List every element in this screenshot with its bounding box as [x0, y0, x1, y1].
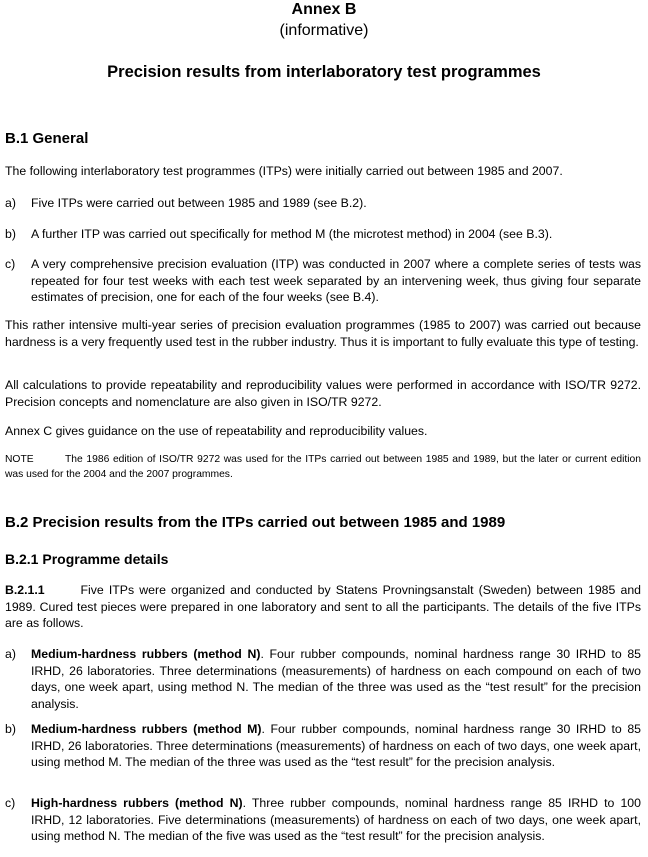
- item-text: . Four rubber compounds, nominal hardness range 30 IRHD to 85 IRHD, 26 laboratories. Three determinations (measurements) of hardness on each compound on each of two days, one week apart, using method N. The median of the three was used as the “test result” for the precision analysis.: [31, 647, 642, 712]
- list-text: [31, 795, 641, 845]
- item-text: . Four rubber compounds, nominal hardness range 30 IRHD to 85 IRHD, 26 laboratories. Three determinations (measurements) of hardness on each of two days, one week apart, using method M. The median of the three was used as the “test result” for the precision analysis.: [31, 722, 641, 770]
- b2-list-item: [5, 646, 641, 713]
- b2-list-item: [5, 795, 641, 845]
- list-text: A very comprehensive precision evaluation (ITP) was conducted in 2007 where a complete series of tests was repeated for four test weeks with each test week separated by an intervening week, thus giving four separate estimates of precision, one for each of the four weeks (see B.4).: [31, 257, 641, 305]
- list-text: [31, 721, 641, 771]
- list-label: b): [5, 227, 16, 241]
- paragraph-number: B.2.1.1: [5, 583, 45, 597]
- item-title: High-hardness rubbers (method N): [31, 796, 243, 810]
- item-title: Medium-hardness rubbers (method M): [31, 722, 262, 736]
- note-label: NOTE: [5, 454, 34, 465]
- list-label: c): [5, 796, 16, 810]
- b1-list-item: [5, 256, 641, 306]
- paragraph-text: Five ITPs were organized and conducted by Statens Provningsanstalt (Sweden) between 1985 and 1989. Cured test pieces were prepared in one laboratory and sent to all the participants. The details of the five ITPs are as follows.: [5, 583, 641, 631]
- note-text: The 1986 edition of ISO/TR 9272 was used for the ITPs carried out between 1985 and 1989, but the later or current edition was used for the 2004 and the 2007 programmes.: [5, 454, 641, 480]
- annex-heading: Precision results from interlaboratory test programmes: [107, 63, 541, 81]
- item-title: Medium-hardness rubbers (method N): [31, 647, 261, 661]
- b1-list-item: [5, 195, 641, 212]
- b2-list-item: [5, 721, 641, 771]
- section-b2-heading: B.2 Precision results from the ITPs carried out between 1985 and 1989: [5, 514, 506, 531]
- b1-paragraph-calculations: All calculations to provide repeatability and reproducibility values were performed in accordance with ISO/TR 9272. Precision concepts and nomenclature are also given in ISO/TR 9272.: [5, 378, 641, 409]
- b1-paragraph-intensive: This rather intensive multi-year series of precision evaluation programmes (1985 to 2007) was carried out because hardness is a very frequently used test in the rubber industry. Thus it is important to fully evaluate this type of testing.: [5, 318, 641, 349]
- subsection-b21-heading: B.2.1 Programme details: [5, 551, 169, 567]
- section-b1-heading: B.1 General: [5, 130, 89, 147]
- b1-note: [5, 453, 641, 482]
- list-label: c): [5, 257, 16, 271]
- b2-paragraph: [5, 582, 641, 632]
- item-text: . Three rubber compounds, nominal hardness range 85 IRHD to 100 IRHD, 12 laboratories. Five determinations (measurements) of hardness on each of two days, one week apart, using method N. The median of the five was used as the “test result” for the precision analysis.: [31, 796, 641, 844]
- list-label: a): [5, 196, 16, 210]
- b1-list-item: [5, 226, 641, 243]
- b1-intro: The following interlaboratory test programmes (ITPs) were initially carried out between 1985 and 2007.: [5, 164, 563, 178]
- annex-title: Annex B: [291, 1, 357, 18]
- b1-paragraph-annex-c: Annex C gives guidance on the use of repeatability and reproducibility values.: [5, 424, 428, 438]
- list-text: [31, 646, 641, 713]
- list-label: a): [5, 647, 16, 661]
- list-label: b): [5, 722, 16, 736]
- list-text: Five ITPs were carried out between 1985 and 1989 (see B.2).: [31, 196, 367, 210]
- annex-subtitle: (informative): [279, 22, 369, 39]
- list-text: A further ITP was carried out specifically for method M (the microtest method) in 2004 (see B.3).: [31, 227, 553, 241]
